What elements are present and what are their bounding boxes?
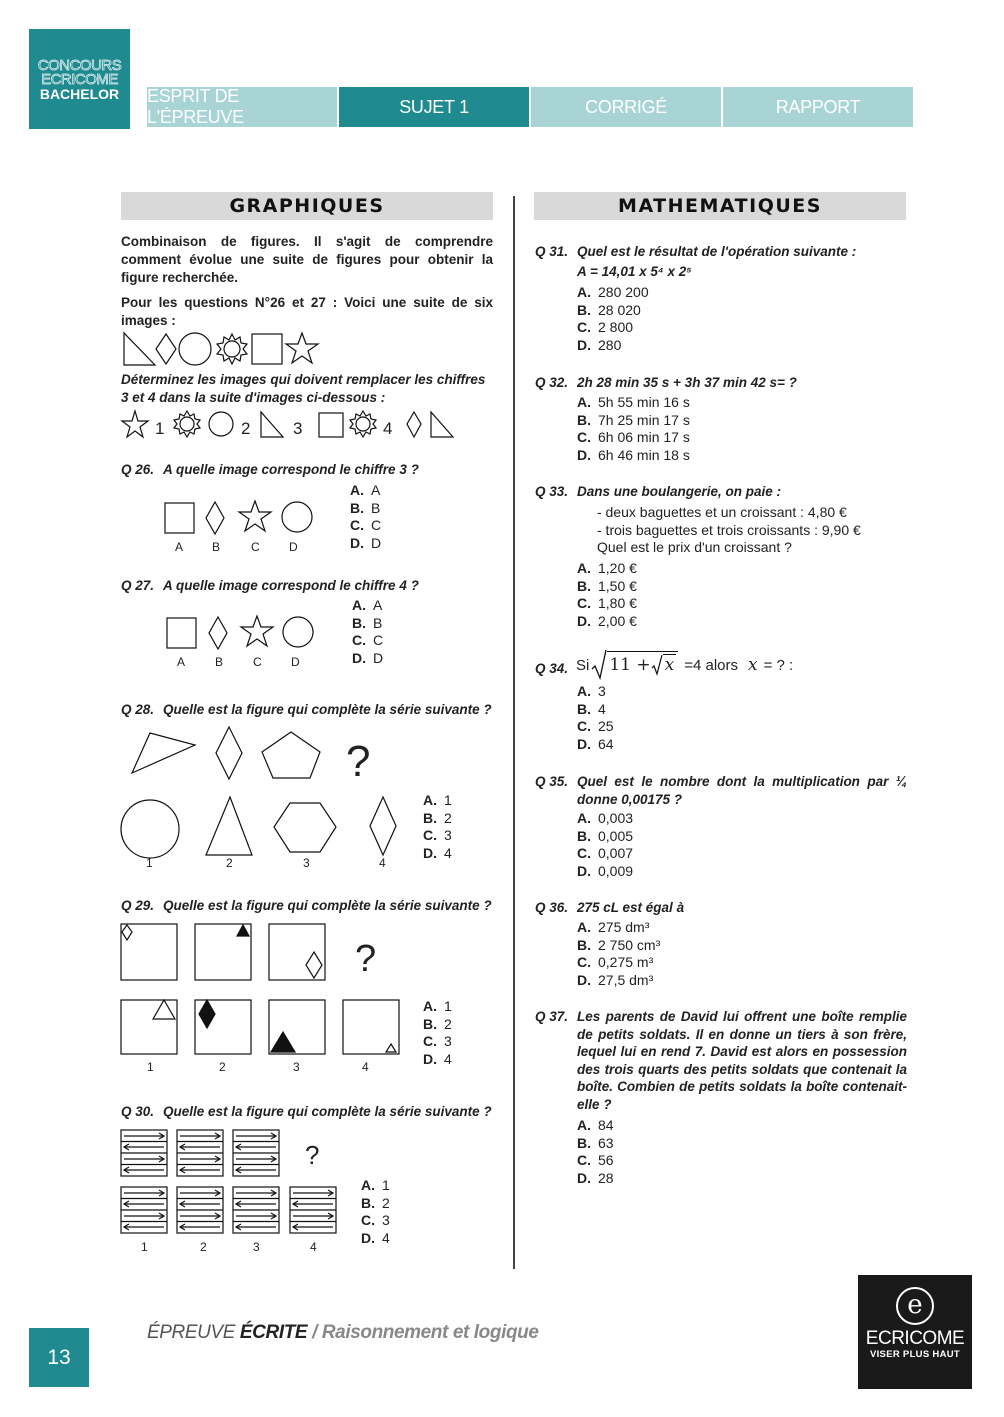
q28-option-b[interactable]: B. 2 [423, 809, 452, 826]
intro-text: Combinaison de figures. Il s'agit de comprendre comment évolue une suite de figures pour obtenir la figure recherchée. [121, 234, 493, 285]
sqrt-outer-icon [591, 649, 607, 681]
q35-options [577, 810, 633, 881]
q34-option-a[interactable]: A. 3 [577, 683, 606, 699]
q34-x-inner: x [664, 655, 675, 675]
q37-option-d[interactable]: D. 28 [577, 1170, 614, 1187]
seq-label-1: 1 [155, 419, 165, 438]
footer-sep: / [307, 1322, 322, 1343]
q32-option-b[interactable]: B. 7h 25 min 17 s [577, 411, 690, 428]
q27-options [352, 597, 383, 668]
q29-label-3: 3 [293, 1060, 300, 1074]
section-tabs [147, 87, 913, 127]
q26-label-d: D [289, 540, 298, 554]
q30-options [361, 1177, 390, 1248]
logo-line-2: ECRICOME [41, 71, 118, 88]
q36-option-b[interactable]: B. 2 750 cm³ [577, 936, 661, 953]
q35-option-d[interactable]: D. 0,009 [577, 863, 634, 880]
q30-figures [121, 1130, 361, 1255]
q36-text: 275 cL est égal à [577, 900, 685, 915]
graphiques-header: GRAPHIQUES [121, 192, 493, 220]
q29-question-mark: ? [355, 938, 377, 980]
q29-label-2: 2 [219, 1060, 226, 1074]
q30-choice-3 [233, 1187, 279, 1233]
q30-option-b[interactable]: B. 2 [361, 1194, 390, 1211]
q30-option-c[interactable]: C. 3 [361, 1212, 390, 1229]
q34-option-b[interactable]: B. 4 [577, 700, 606, 717]
q32-option-a[interactable]: A. 5h 55 min 16 s [577, 394, 690, 410]
tab-sujet-1[interactable]: SUJET 1 [339, 87, 529, 127]
q27-text: A quelle image correspond le chiffre 4 ? [163, 578, 419, 593]
q33-option-a[interactable]: A. 1,20 € [577, 560, 637, 576]
q33-option-d[interactable]: D. 2,00 € [577, 613, 637, 630]
six-images-sequence [121, 331, 321, 369]
determine-text: Déterminez les images qui doivent remplacer les chiffres 3 et 4 dans la suite d'images ci-dessous : [121, 372, 486, 405]
q37-option-a[interactable]: A. 84 [577, 1117, 614, 1133]
q27-label-d: D [291, 655, 300, 669]
q27-option-a[interactable]: A. A [352, 597, 383, 613]
q30-series-1 [121, 1130, 167, 1176]
q32-option-c[interactable]: C. 6h 06 min 17 s [577, 429, 690, 446]
q28-figures [120, 725, 420, 870]
q36-option-c[interactable]: C. 0,275 m³ [577, 954, 654, 971]
q36-options [577, 919, 660, 990]
q36-question [535, 899, 684, 917]
q32-option-d[interactable]: D. 6h 46 min 18 s [577, 447, 690, 464]
q29-label-1: 1 [147, 1060, 154, 1074]
q26-question [121, 461, 419, 479]
q31-number: Q 31. [535, 244, 569, 259]
ecricome-e-icon: e [896, 1287, 934, 1325]
q28-option-a[interactable]: A. 1 [423, 792, 452, 808]
footer-title-c: Raisonnement et logique [321, 1322, 539, 1343]
q33-options [577, 560, 637, 631]
q28-option-c[interactable]: C. 3 [423, 827, 452, 844]
seq-label-2: 2 [241, 419, 251, 438]
q34-question [535, 660, 577, 678]
q35-number: Q 35. [535, 774, 569, 789]
q34-end: = ? : [763, 656, 794, 674]
q32-text: 2h 28 min 35 s + 3h 37 min 42 s= ? [577, 375, 797, 390]
q33-option-c[interactable]: C. 1,80 € [577, 595, 637, 612]
tab-rapport[interactable]: RAPPORT [723, 87, 913, 127]
q37-option-b[interactable]: B. 63 [577, 1134, 614, 1151]
logo-line-1: CONCOURS [37, 57, 122, 74]
q26-label-c: C [251, 540, 260, 554]
q37-option-c[interactable]: C. 56 [577, 1152, 614, 1169]
q34-si: Si [576, 656, 590, 674]
q34-number: Q 34. [535, 661, 569, 676]
q33-line-3: Quel est le prix d'un croissant ? [597, 539, 792, 555]
q35-text: Quel est le nombre dont la multiplication par ¼ donne 0,00175 ? [577, 774, 907, 807]
q32-options [577, 394, 690, 465]
q35-option-b[interactable]: B. 0,005 [577, 827, 634, 844]
q26-text: A quelle image correspond le chiffre 3 ? [163, 462, 419, 477]
q31-text: Quel est le résultat de l'opération suivante : [577, 244, 857, 259]
q28-number: Q 28. [121, 702, 155, 717]
q28-text: Quelle est la figure qui complète la série suivante ? [163, 702, 492, 717]
tab-esprit[interactable]: ESPRIT DE L'ÉPREUVE [147, 87, 337, 127]
q27-label-c: C [253, 655, 262, 669]
q32-question [535, 374, 797, 392]
q33-question [535, 483, 781, 501]
q30-label-2: 2 [200, 1240, 207, 1254]
q31-option-a[interactable]: A. 280 200 [577, 284, 649, 300]
q30-question-mark: ? [305, 1140, 320, 1170]
q30-text: Quelle est la figure qui complète la série suivante ? [163, 1104, 492, 1119]
q34-option-d[interactable]: D. 64 [577, 736, 614, 753]
footer-title [147, 1322, 539, 1344]
q30-option-d[interactable]: D. 4 [361, 1230, 390, 1247]
q27-option-d[interactable]: D. D [352, 650, 384, 667]
q28-label-2: 2 [226, 856, 233, 870]
q33-line-2: - trois baguettes et trois croissants : 9,90 € [597, 522, 861, 538]
q28-option-d[interactable]: D. 4 [423, 845, 452, 862]
page-number: 13 [29, 1328, 89, 1387]
q29-number: Q 29. [121, 898, 155, 913]
q28-label-1: 1 [146, 856, 153, 870]
q34-equation [576, 648, 793, 682]
q36-number: Q 36. [535, 900, 569, 915]
q33-option-b[interactable]: B. 1,50 € [577, 577, 637, 594]
q31-option-c[interactable]: C. 2 800 [577, 319, 634, 336]
q30-label-3: 3 [253, 1240, 260, 1254]
q26-option-a[interactable]: A. A [350, 482, 381, 498]
q26-label-b: B [212, 540, 221, 554]
q26-figures [163, 500, 323, 555]
q30-option-a[interactable]: A. 1 [361, 1177, 390, 1193]
q28-label-4: 4 [379, 856, 386, 870]
q26-option-b[interactable]: B. B [350, 499, 381, 516]
q27-number: Q 27. [121, 578, 155, 593]
ecricome-logo [858, 1275, 972, 1389]
q31-option-b[interactable]: B. 28 020 [577, 301, 641, 318]
q34-eq: =4 alors [684, 656, 739, 674]
q27-figures [165, 615, 325, 670]
q36-option-a[interactable]: A. 275 dm³ [577, 919, 650, 935]
q29-option-b[interactable]: B. 2 [423, 1015, 452, 1032]
tab-corrige[interactable]: CORRIGÉ [531, 87, 721, 127]
q33-text: Dans une boulangerie, on paie : [577, 484, 782, 499]
q31-formula: A = 14,01 x 5⁴ x 2⁵ [577, 264, 692, 279]
q35-option-a[interactable]: A. 0,003 [577, 810, 634, 826]
q37-text: Les parents de David lui offrent une boîte remplie de petits soldats. Il en donne un tiers à son frère, lequel lui en rend 7. David est alors en possession des trois quarts des petits soldats que contenait la boîte. Combien de petits soldats la boîte contenait-elle ? [577, 1009, 907, 1112]
q29-options [423, 998, 452, 1069]
q30-label-1: 1 [141, 1240, 148, 1254]
seq-label-4: 4 [383, 419, 393, 438]
q28-question [121, 701, 492, 719]
q30-choice-1 [121, 1187, 167, 1233]
q30-question [121, 1103, 492, 1121]
q29-option-a[interactable]: A. 1 [423, 998, 452, 1014]
q27-label-a: A [177, 655, 186, 669]
q30-label-4: 4 [310, 1240, 317, 1254]
q30-choice-4 [290, 1187, 336, 1233]
q29-option-d[interactable]: D. 4 [423, 1051, 452, 1068]
q37-options [577, 1117, 614, 1188]
seq-label-3: 3 [293, 419, 303, 438]
q29-question [121, 897, 492, 915]
concours-logo [29, 29, 130, 129]
q28-label-3: 3 [303, 856, 310, 870]
footer-title-b: ÉCRITE [239, 1322, 308, 1343]
q32-number: Q 32. [535, 375, 569, 390]
q33-number: Q 33. [535, 484, 569, 499]
q27-question [121, 577, 419, 595]
mathematiques-header: MATHEMATIQUES [534, 192, 906, 220]
q28-options [423, 792, 452, 863]
q31-question [535, 243, 856, 261]
q29-option-c[interactable]: C. 3 [423, 1033, 452, 1050]
q27-option-c[interactable]: C. C [352, 632, 384, 649]
logo-line-3: BACHELOR [39, 86, 120, 102]
q26-option-d[interactable]: D. D [350, 535, 382, 552]
q30-number: Q 30. [121, 1104, 155, 1119]
q34-x: x [748, 655, 758, 675]
q30-series-3 [233, 1130, 279, 1176]
q34-option-c[interactable]: C. 25 [577, 718, 614, 735]
q31-options [577, 284, 649, 355]
q28-question-mark: ? [346, 737, 371, 786]
column-divider [513, 196, 515, 1269]
q35-option-c[interactable]: C. 0,007 [577, 845, 634, 862]
q27-option-b[interactable]: B. B [352, 614, 383, 631]
brand-tagline: VISER PLUS HAUT [869, 1349, 960, 1360]
q29-figures [121, 924, 421, 1076]
q26-number: Q 26. [121, 462, 155, 477]
q26-option-c[interactable]: C. C [350, 517, 382, 534]
q27-label-b: B [215, 655, 224, 669]
sqrt-inner-icon [651, 654, 663, 676]
footer-title-a: ÉPREUVE [147, 1322, 236, 1343]
q37-question [535, 1008, 907, 1114]
q31-option-d[interactable]: D. 280 [577, 337, 622, 354]
q30-choice-2 [177, 1187, 223, 1233]
q34-options [577, 683, 614, 754]
q29-label-4: 4 [362, 1060, 369, 1074]
q36-option-d[interactable]: D. 27,5 dm³ [577, 972, 654, 989]
q37-number: Q 37. [535, 1009, 569, 1024]
q26-options [350, 482, 381, 553]
q34-inner: 11 + [609, 654, 651, 675]
q30-series-2 [177, 1130, 223, 1176]
q26-27-intro: Pour les questions N°26 et 27 : Voici une suite de six images : [121, 295, 493, 328]
q29-text: Quelle est la figure qui complète la série suivante ? [163, 898, 492, 913]
q35-question [535, 773, 907, 809]
q33-line-1: - deux baguettes et un croissant : 4,80 € [597, 504, 847, 520]
brand-name: ECRICOME [865, 1328, 965, 1349]
numbered-sequence [121, 410, 461, 440]
q26-label-a: A [175, 540, 184, 554]
